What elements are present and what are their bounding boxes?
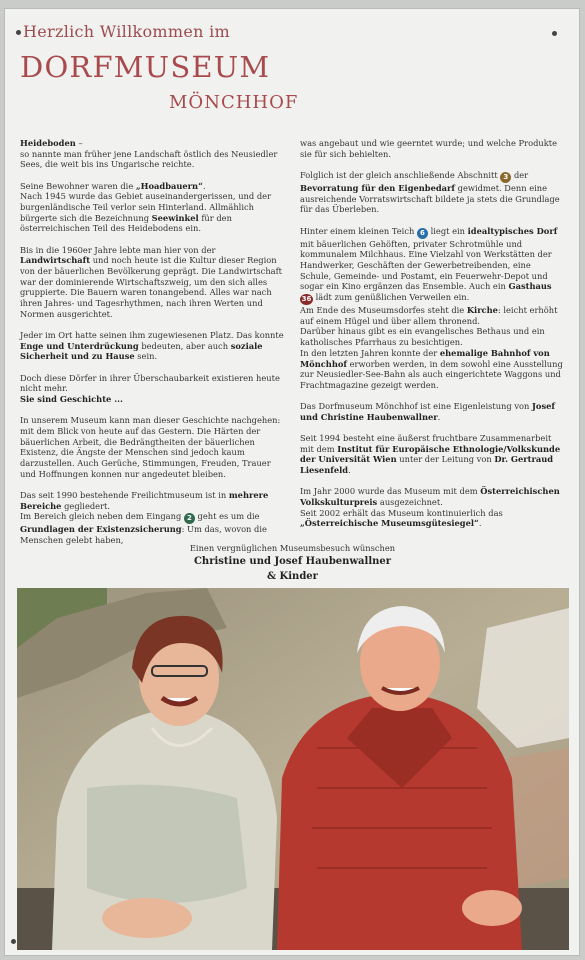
paragraph: Hinter einem kleinen Teich 6 liegt ein idealtypisches Dorf mit bäuerlichen Gehöften, privater Schrotmühle und kommunalem Milchhaus. Eine Vielzahl von Werkstätten der Handwerker, Geschäften der Gewerbetreibenden, eine Schule, Gemeinde- und Postamt, ein Feuerwehr-Depot und sogar ein Kino ergänzen das Ensemble. Auch ein Gasthaus 36 lädt zum genüßlichen Verweilen ein. Am Ende des Museumsdorfes steht die Kirche: leicht erhöht auf einem Hügel und über allem thronend. Darüber hinaus gibt es ein evangelisches Bethaus und ein katholisches Pfarrhaus zu besichtigen. In den letzten Jahren konnte der ehemalige Bahnhof von Mönchhof erworben werden, in dem sowohl eine Ausstellung zur Neusiedler-See-Bahn als auch eingerichtete Waggons und Frachtmagazine gezeigt werden.	[300, 225, 563, 390]
paragraph: Doch diese Dörfer in ihrer Überschaubarkeit existieren heute nicht mehr. Sie sind Geschichte ...	[20, 372, 280, 405]
paragraph: Seine Bewohner waren die „Hoadbauern“. Nach 1945 wurde das Gebiet auseinandergerissen, und der burgenländische Teil verlor sein Hinterland. Allmählich bürgerte sich die Bezeichnung Seewinkel für den österreichischen Teil des Heidebodens ein.	[20, 180, 272, 234]
founders-photo-illustration	[17, 588, 569, 950]
paragraph: Im Jahr 2000 wurde das Museum mit dem Österreichischen Volkskulturpreis ausgezeichnet. Seit 2002 erhält das Museum kontinuierlich das „Österreichische Museumsgütesiegel“.	[300, 486, 560, 529]
paragraph: was angebaut und wie geerntet wurde; und welche Produkte sie für sich behielten.	[300, 138, 557, 159]
welcome-line: Herzlich Willkommen im	[16, 22, 230, 41]
museum-title: DORFMUSEUM	[20, 50, 271, 84]
paragraph: Bis in die 1960er Jahre lebte man hier von der Landwirtschaft und noch heute ist die Kultur dieser Region von der bäuerlichen Bevölkerung geprägt. Die Landwirtschaft war der dominierende Wirtschaftszweig, um den sich alles gruppierte. Die Bauern waren tonangebend. Alles war nach ihren Jahres- und Tagesrhythmen, nach ihren Werten und Normen ausgerichtet.	[20, 244, 283, 319]
paragraph: Seit 1994 besteht eine äußerst fruchtbare Zusammenarbeit mit dem Institut für Europäische Ethnologie/Volkskunde der Universität Wien unter der Leitung von Dr. Gertraud Liesenfeld.	[300, 433, 561, 476]
number-badge: 6	[417, 228, 428, 239]
number-badge: 36	[301, 295, 312, 304]
text-column-left	[20, 138, 287, 556]
number-badge: 3	[500, 172, 511, 183]
signature-family: & Kinder	[267, 571, 318, 582]
signature-names: Christine und Josef Haubenwallner	[193, 556, 392, 567]
screw-icon	[16, 30, 21, 35]
founders-photo	[17, 588, 569, 950]
paragraph: Das seit 1990 bestehende Freilichtmuseum ist in mehrere Bereiche gegliedert. Im Bereich gleich neben dem Eingang 2 geht es um die Grundlagen der Existenzsicherung: Um das, wovon die Menschen gelebt haben,	[20, 489, 269, 546]
paragraph: In unserem Museum kann man dieser Geschichte nachgehen: mit dem Blick von heute auf das Gestern. Die Härten der bäuerlichen Arbeit, die Bedrängtheiten der bäuerlichen Existenz, die Ängste der Menschen sind jedoch kaum darzustellen. Auch Gerüche, Stimmungen, Freuden, Trauer und Hoffnungen konnen nur angedeutet bleiben.	[20, 415, 281, 479]
screw-icon	[11, 939, 16, 944]
paragraph: Jeder im Ort hatte seinen ihm zugewiesenen Platz. Das konnte Enge und Unterdrückung bedeuten, aber auch soziale Sicherheit und zu Hause sein.	[20, 330, 284, 362]
text-column-right	[300, 138, 564, 540]
screw-icon	[552, 31, 557, 36]
paragraph: Heideboden – so nannte man früher jene Landschaft östlich des Neusiedler Sees, die weit bis ins Ungarische reichte.	[20, 138, 278, 170]
paragraph: Folglich ist der gleich anschließende Abschnitt 3 der Bevorratung für den Eigenbedarf gewidmet. Denn eine ausreichende Vorratswirtschaft bildete ja stets die Grundlage für das Überleben.	[300, 169, 560, 215]
paragraph: Das Dorfmuseum Mönchhof ist eine Eigenleistung von Josef und Christine Haubenwallner.	[300, 401, 555, 422]
museum-subtitle: MÖNCHHOF	[169, 92, 299, 113]
number-badge: 2	[184, 513, 195, 524]
signature-intro: Einen vergnüglichen Museumsbesuch wünschen	[189, 543, 396, 553]
